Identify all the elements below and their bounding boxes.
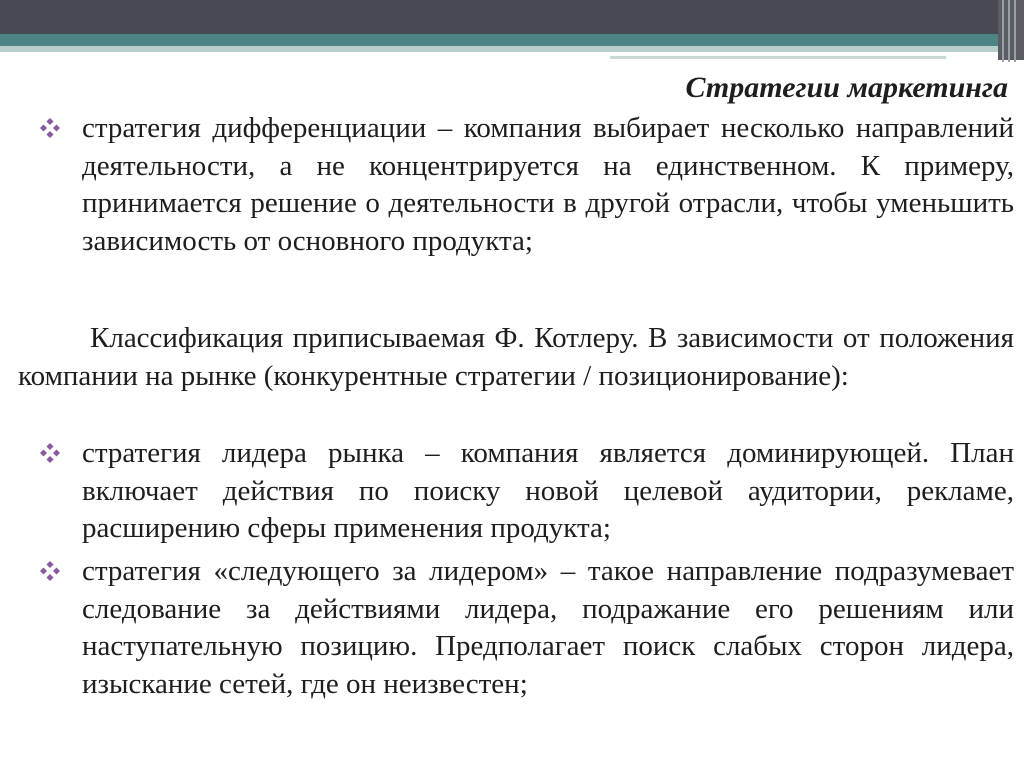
corner-stripe [1014, 0, 1016, 62]
header-accent-line [610, 56, 946, 59]
header-dark-band [0, 0, 1024, 34]
classification-paragraph: Классификация приписываемая Ф. Котлеру. В зависимости от положения компании на рынке (конкурентные стратегии / позиционирование): [18, 322, 1014, 392]
diamond-bullet-icon [40, 118, 60, 138]
header-teal-band [0, 34, 1000, 46]
corner-stripe [1002, 0, 1004, 62]
corner-decoration [998, 0, 1024, 60]
list-item-follower: стратегия «следующего за лидером» – такое направление подразумевает следование за действиями лидера, подражание его решениям или наступательную позицию. Предполагает поиск слабых сторон лидера, изыскание сетей, где он неизвестен; [82, 555, 1014, 700]
diamond-bullet-icon [40, 443, 60, 463]
header-light-band [0, 46, 1000, 52]
list-item-differentiation: стратегия дифференциации – компания выбирает несколько направлений деятельности, а не концентрируется на единственном. К примеру, принимается решение о деятельности в другой отрасли, чтобы уменьшить зависимость от основного продукта; [82, 112, 1014, 257]
diamond-bullet-icon [40, 561, 60, 581]
list-item-leader: стратегия лидера рынка – компания является доминирующей. План включает действия по поиску новой целевой аудитории, рекламе, расширению сферы применения продукта; [82, 437, 1014, 544]
corner-stripe [1008, 0, 1010, 62]
slide-title: Стратегии маркетинга [685, 71, 1008, 104]
